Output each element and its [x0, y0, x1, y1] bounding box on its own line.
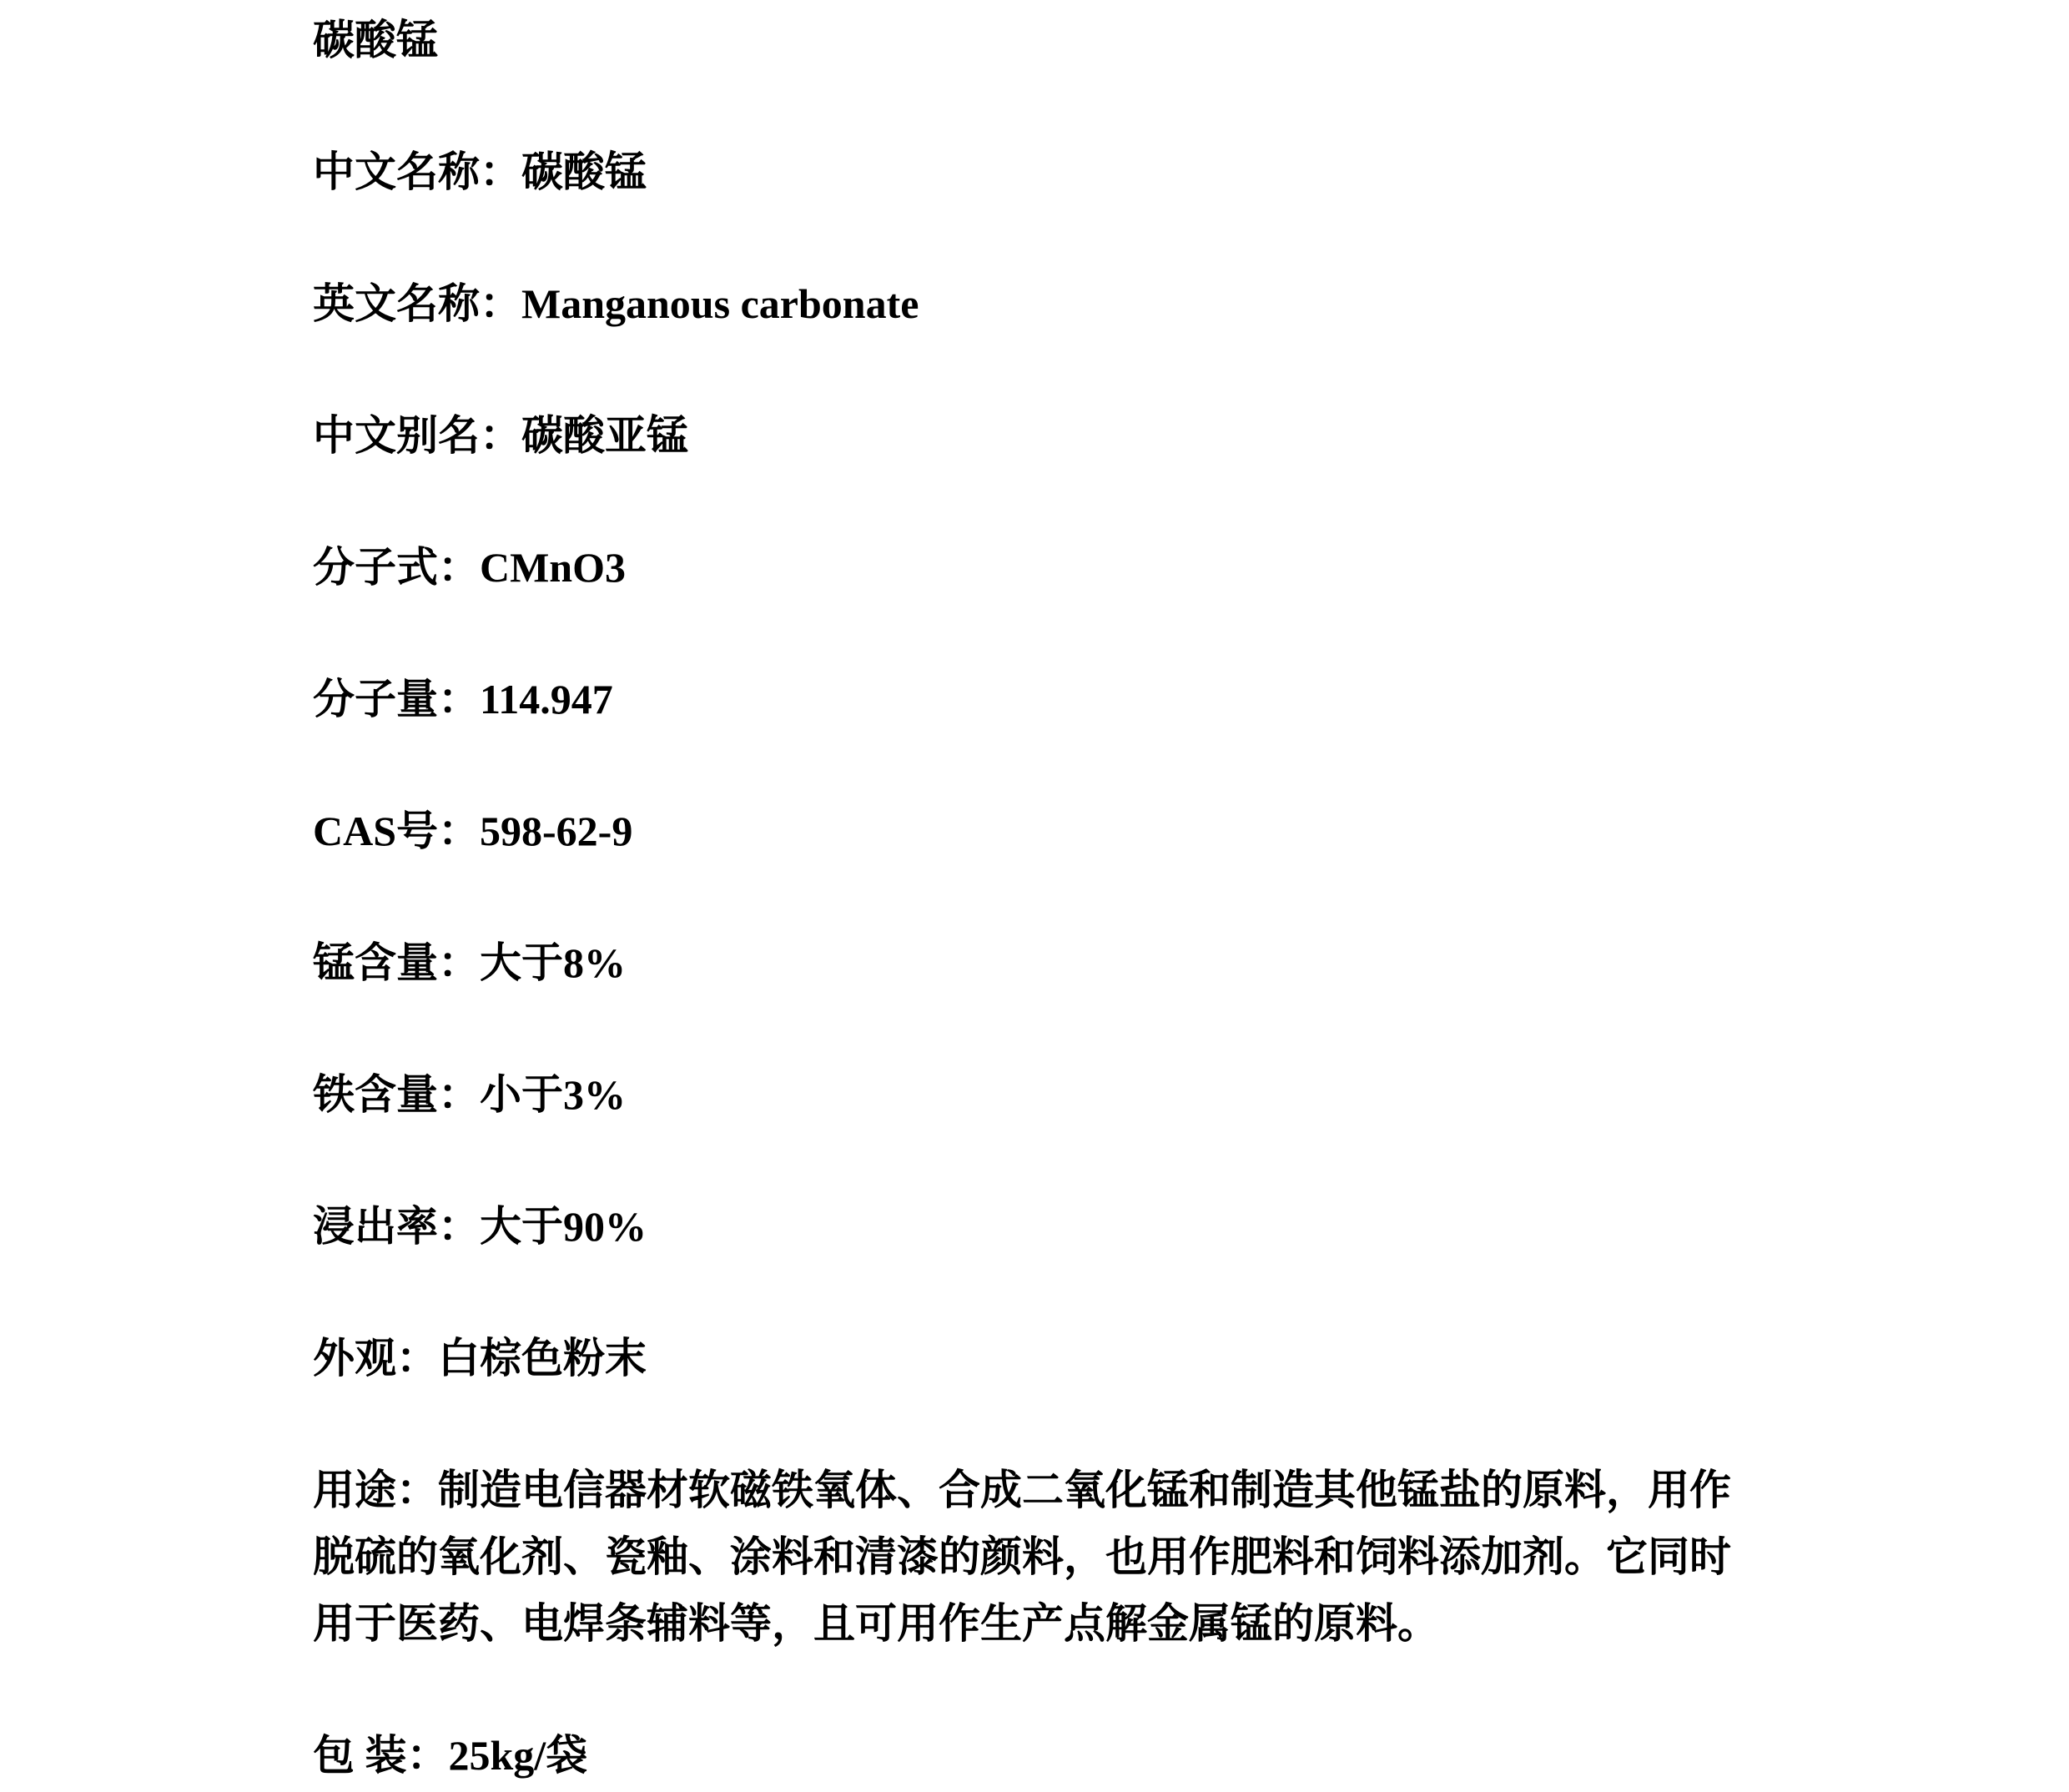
field-english-name-label: 英文名称： [313, 280, 521, 327]
usage-line-2: 脱硫的氧化剂、瓷釉、涂料和清漆的颜料，也用作肥料和饲料添加剂。它同时 [313, 1533, 1731, 1580]
field-molecular-weight-label: 分子量： [313, 676, 480, 722]
field-chinese-name-value: 碳酸锰 [521, 148, 647, 195]
field-leaching-rate [313, 1193, 1769, 1260]
field-chinese-alias-value: 碳酸亚锰 [521, 412, 688, 459]
field-appearance-value: 白棕色粉末 [438, 1335, 647, 1382]
field-leaching-rate-label: 浸出率： [313, 1203, 480, 1250]
field-appearance [313, 1325, 1769, 1392]
field-english-name-value: Manganous carbonate [521, 280, 919, 327]
field-molecular-formula-value: CMnO3 [480, 544, 626, 591]
field-leaching-rate-value: 大于90% [480, 1203, 647, 1250]
field-chinese-name-label: 中文名称： [313, 148, 521, 195]
field-molecular-formula [313, 534, 1769, 601]
field-manganese-content-label: 锰含量： [313, 939, 480, 986]
field-manganese-content-value: 大于8% [480, 939, 626, 986]
field-cas-number [313, 798, 1769, 864]
usage-line-1: 用途：制造电信器材软磁铁氧体、合成二氧化锰和制造其他锰盐的原料，用作 [313, 1467, 1731, 1513]
field-molecular-weight-value: 114.947 [480, 676, 613, 722]
usage-paragraph [313, 1457, 1769, 1657]
field-molecular-weight [313, 666, 1769, 732]
field-chinese-alias [313, 402, 1769, 469]
page-title: 碳酸锰 [313, 17, 438, 63]
field-packaging-value: 25kg/袋 [448, 1732, 588, 1779]
field-appearance-label: 外观： [313, 1335, 438, 1382]
field-packaging-label: 包 装： [313, 1732, 449, 1779]
field-chinese-alias-label: 中文别名： [313, 412, 521, 459]
field-english-name [313, 270, 1769, 337]
field-manganese-content [313, 929, 1769, 996]
field-cas-number-label: CAS号： [313, 808, 481, 854]
field-iron-content [313, 1061, 1769, 1128]
field-packaging [313, 1722, 1769, 1789]
field-molecular-formula-label: 分子式： [313, 544, 480, 591]
field-iron-content-label: 铁含量： [313, 1071, 480, 1118]
field-iron-content-value: 小于3% [480, 1071, 626, 1118]
field-chinese-name [313, 138, 1769, 205]
usage-line-3: 用于医药、电焊条辅料等，且可用作生产点解金属锰的原料。 [313, 1600, 1439, 1647]
field-cas-number-value: 598-62-9 [480, 808, 633, 854]
